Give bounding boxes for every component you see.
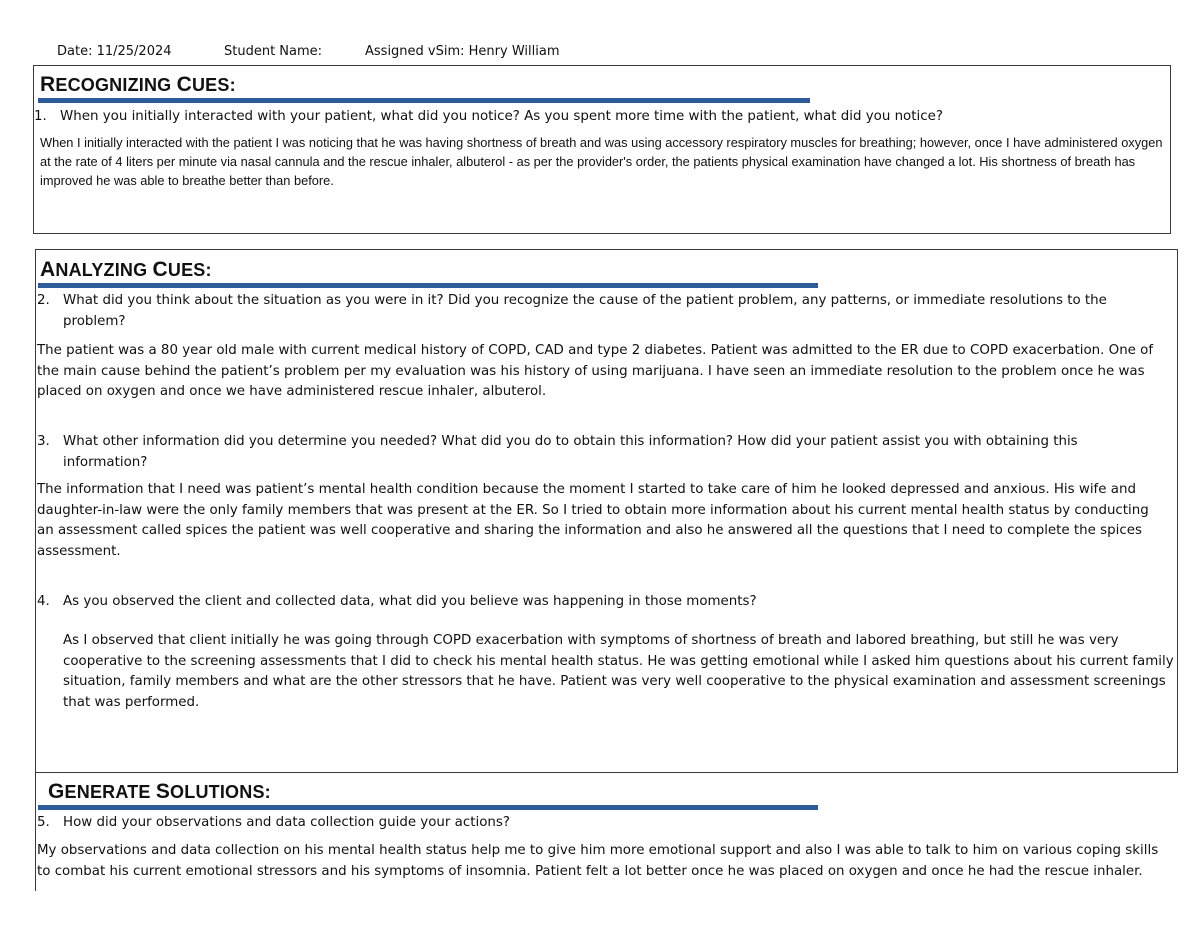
student-name-field: Student Name: [224,44,323,59]
answer-4: As I observed that client initially he was going through COPD exacerbation with symptoms of shortness of breath and labored breathing, but still he was very cooperative to the screening assessments that I did to check his mental health status. He was getting emotional while I asked him questions about his current family situation, family members and what are the other stressors that he have. Patient was very well cooperative to the physical examination and assessment screenings that was performed. [63,633,1174,710]
generate-solutions-rule [38,805,818,810]
question-4: 4. As you observed the client and collected data, what did you believe was happening in those moments? [37,594,757,609]
question-3: 3. What other information did you determine you needed? What did you do to obtain this information? How did your patient assist you with obtaining this information? [37,434,1078,470]
question-2: 2. What did you think about the situation as you were in it? Did you recognize the cause of the patient problem, any patterns, or immediate resolutions to the problem? [37,293,1107,329]
generate-solutions-title: GENERATE SOLUTIONS: [48,780,271,803]
date-field: Date: 11/25/2024 [57,44,172,59]
assigned-vsim-field: Assigned vSim: Henry William [365,44,560,59]
analyzing-cues-title: ANALYZING CUES: [40,258,212,281]
answer-2: The patient was a 80 year old male with current medical history of COPD, CAD and type 2 diabetes. Patient was admitted to the ER due to COPD exacerbation. One of the main cause behind the patient’s problem per my evaluation was his history of using marijuana. I have seen an immediate resolution to the problem once he was placed on oxygen and once we have administered rescue inhaler, albuterol. [37,343,1154,399]
answer-3: The information that I need was patient’s mental health condition because the moment I started to take care of him he looked depressed and anxious. His wife and daughter-in-law were the only family members that was present at the ER. So I tried to obtain more information about his current mental health status by conducting an assessment called spices the patient was well cooperative and sharing the information and also he answered all the questions that I need to complete the spices assessment. [37,482,1149,559]
recognizing-cues-rule [38,98,810,103]
question-5: 5. How did your observations and data collection guide your actions? [37,815,510,830]
answer-5: My observations and data collection on his mental health status help me to give him more emotional support and also I was able to talk to him on various coping skills to combat his current emotional stressors and his symptoms of insomnia. Patient felt a lot better once he was placed on oxygen and once he had the rescue inhaler. [37,843,1159,879]
answer-1: When I initially interacted with the patient I was noticing that he was having shortness of breath and was using accessory respiratory muscles for breathing; however, once I have administered oxygen at the rate of 4 liters per minute via nasal cannula and the rescue inhaler, albuterol - as per the provider's order, the patients physical examination have changed a lot. His shortness of breath has improved he was able to breathe better than before. [40,135,1163,188]
analyzing-cues-rule [38,283,818,288]
recognizing-cues-title: RECOGNIZING CUES: [40,73,236,96]
question-1: 1. When you initially interacted with your patient, what did you notice? As you spent more time with the patient, what did you notice? [34,109,943,124]
